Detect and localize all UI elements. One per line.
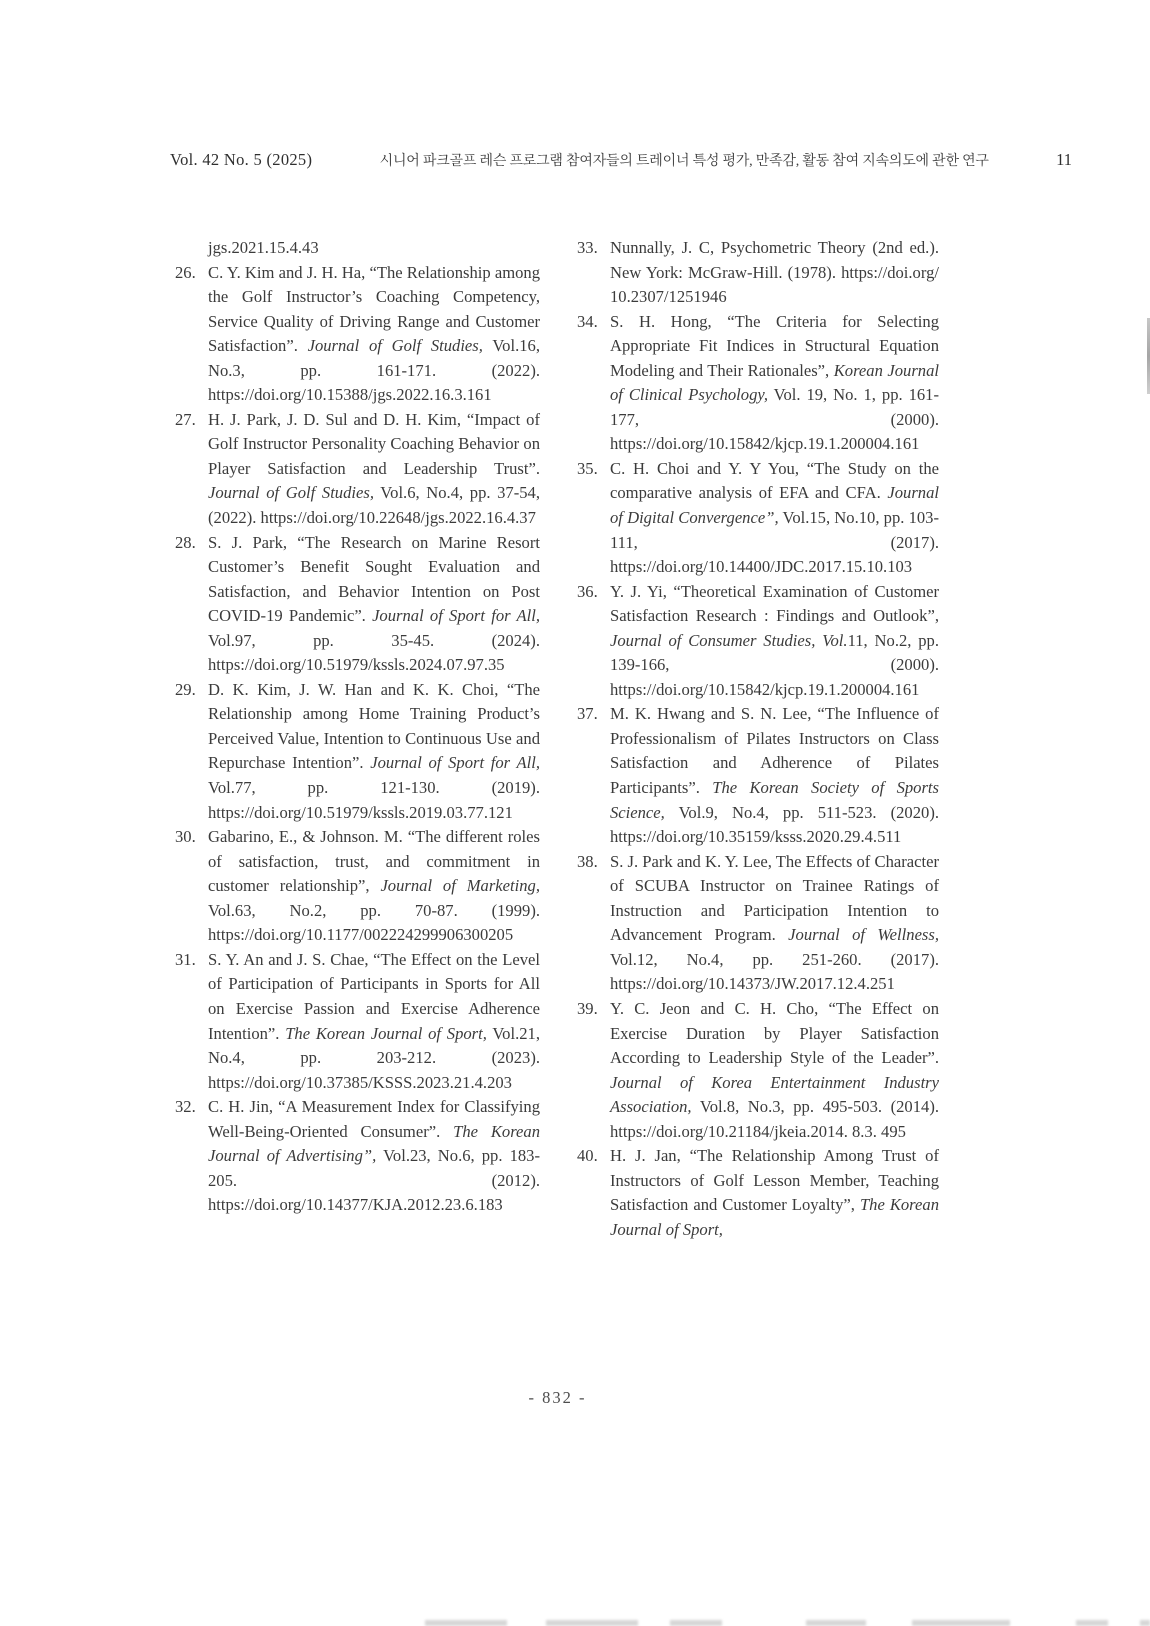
reference-text: C. Y. Kim and J. H. Ha, “The Relationship among the Golf Instructor’s Coaching Competency, Service Quality of Driving Range and Customer Satisfaction”. Journal of Golf Studies, Vol.16, No.3, pp. 161-171. (2022). https://doi.org/10.15388/jgs.2022.16.3.161 xyxy=(208,262,540,405)
header-page-number: 11 xyxy=(1056,150,1072,169)
reference-text: D. K. Kim, J. W. Han and K. K. Choi, “The Relationship among Home Training Product’s Perceived Value, Intention to Continuous Use and Repurchase Intention”. Journal of Sport for All, Vol.77, pp. 121-130. (2019). https://doi.org/10.51979/kssls.2019.03.77.121 xyxy=(208,679,540,822)
reference-item xyxy=(577,702,939,849)
reference-number: 31. xyxy=(175,949,196,969)
reference-text: S. H. Hong, “The Criteria for Selecting Appropriate Fit Indices in Structural Equation Modeling and Their Rationales”, Korean Journal of Clinical Psychology, Vol. 19, No. 1, pp. 161-177, (2000). https://doi.org/10.15842/kjcp.19.1.200004.161 xyxy=(610,311,939,454)
reference-number: 40. xyxy=(577,1146,598,1166)
reference-item xyxy=(577,850,939,997)
reference-text: H. J. Park, J. D. Sul and D. H. Kim, “Impact of Golf Instructor Personality Coaching Behavior on Player Satisfaction and Leadership Trust”. Journal of Golf Studies, Vol.6, No.4, pp. 37-54, (2022). https://doi.org/10.22648/jgs.2022.16.4.37 xyxy=(208,409,540,528)
reference-number: 32. xyxy=(175,1097,196,1117)
reference-number: 36. xyxy=(577,581,598,601)
reference-text: M. K. Hwang and S. N. Lee, “The Influence of Professionalism of Pilates Instructors on Class Satisfaction and Adherence of Pilates Participants”. The Korean Society of Sports Science, Vol.9, No.4, pp. 511-523. (2020). https://doi.org/10.35159/ksss.2020.29.4.511 xyxy=(610,704,939,847)
reference-item xyxy=(577,580,939,703)
reference-item xyxy=(175,408,540,531)
reference-number: 35. xyxy=(577,458,598,478)
reference-number: 33. xyxy=(577,238,598,257)
volume-issue-label: Vol. 42 No. 5 (2025) xyxy=(170,150,313,169)
references-column-right xyxy=(577,236,939,1242)
reference-text: Y. C. Jeon and C. H. Cho, “The Effect on Exercise Duration by Player Satisfaction According to Leadership Style of the Leader”. Journal of Korea Entertainment Industry Association, Vol.8, No.3, pp. 495-503. (2014). https://doi.org/10.21184/jkeia.2014. 8.3. 495 xyxy=(610,998,939,1141)
running-title-korean: 시니어 파크골프 레슨 프로그램 참여자들의 트레이너 특성 평가, 만족감, 활동 참여 지속의도에 관한 연구 xyxy=(379,154,989,169)
next-page-bleed-artifact xyxy=(806,1620,866,1626)
next-page-bleed-artifact xyxy=(670,1620,722,1626)
footer-page-number: - 832 - xyxy=(528,1388,587,1407)
reference-item xyxy=(577,997,939,1144)
next-page-bleed-artifact xyxy=(546,1620,638,1626)
reference-item xyxy=(175,948,540,1095)
reference-item xyxy=(577,1144,939,1242)
reference-text: H. J. Jan, “The Relationship Among Trust of Instructors of Golf Lesson Member, Teaching Satisfaction and Customer Loyalty”, The Korean Journal of Sport, xyxy=(610,1146,939,1239)
reference-number: 34. xyxy=(577,311,598,331)
reference-text: S. Y. An and J. S. Chae, “The Effect on the Level of Participation of Participants in Sports for All on Exercise Passion and Exercise Adherence Intention”. The Korean Journal of Sport, Vol.21, No.4, pp. 203-212. (2023). https://doi.org/10.37385/KSSS.2023.21.4.203 xyxy=(208,949,540,1092)
reference-number: 27. xyxy=(175,409,196,429)
reference-item xyxy=(175,236,540,261)
reference-text: C. H. Jin, “A Measurement Index for Classifying Well-Being-Oriented Consumer”. The Korean Journal of Advertising”, Vol.23, No.6, pp. 183-205. (2012). https://doi.org/10.14377/KJA.2012.23.6.183 xyxy=(208,1097,540,1215)
next-page-bleed-artifact xyxy=(425,1620,507,1626)
reference-text: jgs.2021.15.4.43 xyxy=(208,238,319,257)
reference-text: Gabarino, E., & Johnson. M. “The different roles of satisfaction, trust, and commitment in customer relationship”, Journal of Marketing, Vol.63, No.2, pp. 70-87. (1999). https://doi.org/10.1177/002224299906300205 xyxy=(208,827,540,945)
reference-number: 29. xyxy=(175,679,196,699)
next-page-bleed-artifact xyxy=(1140,1620,1150,1626)
reference-text: Y. J. Yi, “Theoretical Examination of Customer Satisfaction Research : Findings and Outlook”, Journal of Consumer Studies, Vol.11, No.2, pp. 139-166, (2000). https://doi.org/10.15842/kjcp.19.1.200004.161 xyxy=(610,581,939,699)
reference-item xyxy=(175,531,540,678)
reference-number: 39. xyxy=(577,998,598,1018)
page-header xyxy=(170,150,1072,170)
reference-item xyxy=(577,310,939,457)
reference-item xyxy=(175,261,540,408)
reference-item xyxy=(175,825,540,948)
next-page-bleed-artifact xyxy=(912,1620,1010,1626)
reference-item xyxy=(577,236,939,310)
reference-number: 30. xyxy=(175,827,196,847)
reference-number: 26. xyxy=(175,262,196,282)
reference-item xyxy=(175,678,540,825)
reference-item xyxy=(175,1095,540,1218)
next-page-bleed-artifact xyxy=(1076,1620,1108,1626)
reference-text: C. H. Choi and Y. Y You, “The Study on the comparative analysis of EFA and CFA. Journal of Digital Convergence”, Vol.15, No.10, pp. 103-111, (2017). https://doi.org/10.14400/JDC.2017.15.10.103 xyxy=(610,458,939,577)
reference-text: S. J. Park and K. Y. Lee, The Effects of Character of SCUBA Instructor on Trainee Ratings of Instruction and Participation Intention to Advancement Program. Journal of Wellness, Vol.12, No.4, pp. 251-260. (2017). https://doi.org/10.14373/JW.2017.12.4.251 xyxy=(610,851,939,994)
reference-text: S. J. Park, “The Research on Marine Resort Customer’s Benefit Sought Evaluation and Satisfaction, and Behavior Intention on Post COVID-19 Pandemic”. Journal of Sport for All, Vol.97, pp. 35-45. (2024). https://doi.org/10.51979/kssls.2024.07.97.35 xyxy=(208,532,540,675)
reference-number: 38. xyxy=(577,851,598,871)
reference-text: Nunnally, J. C, Psychometric Theory (2nd ed.). New York: McGraw-Hill. (1978). https://doi.org/ 10.2307/1251946 xyxy=(610,238,939,307)
reference-number: 28. xyxy=(175,532,196,552)
references-column-left xyxy=(175,236,540,1218)
reference-number: 37. xyxy=(577,704,598,724)
reference-item xyxy=(577,457,939,580)
